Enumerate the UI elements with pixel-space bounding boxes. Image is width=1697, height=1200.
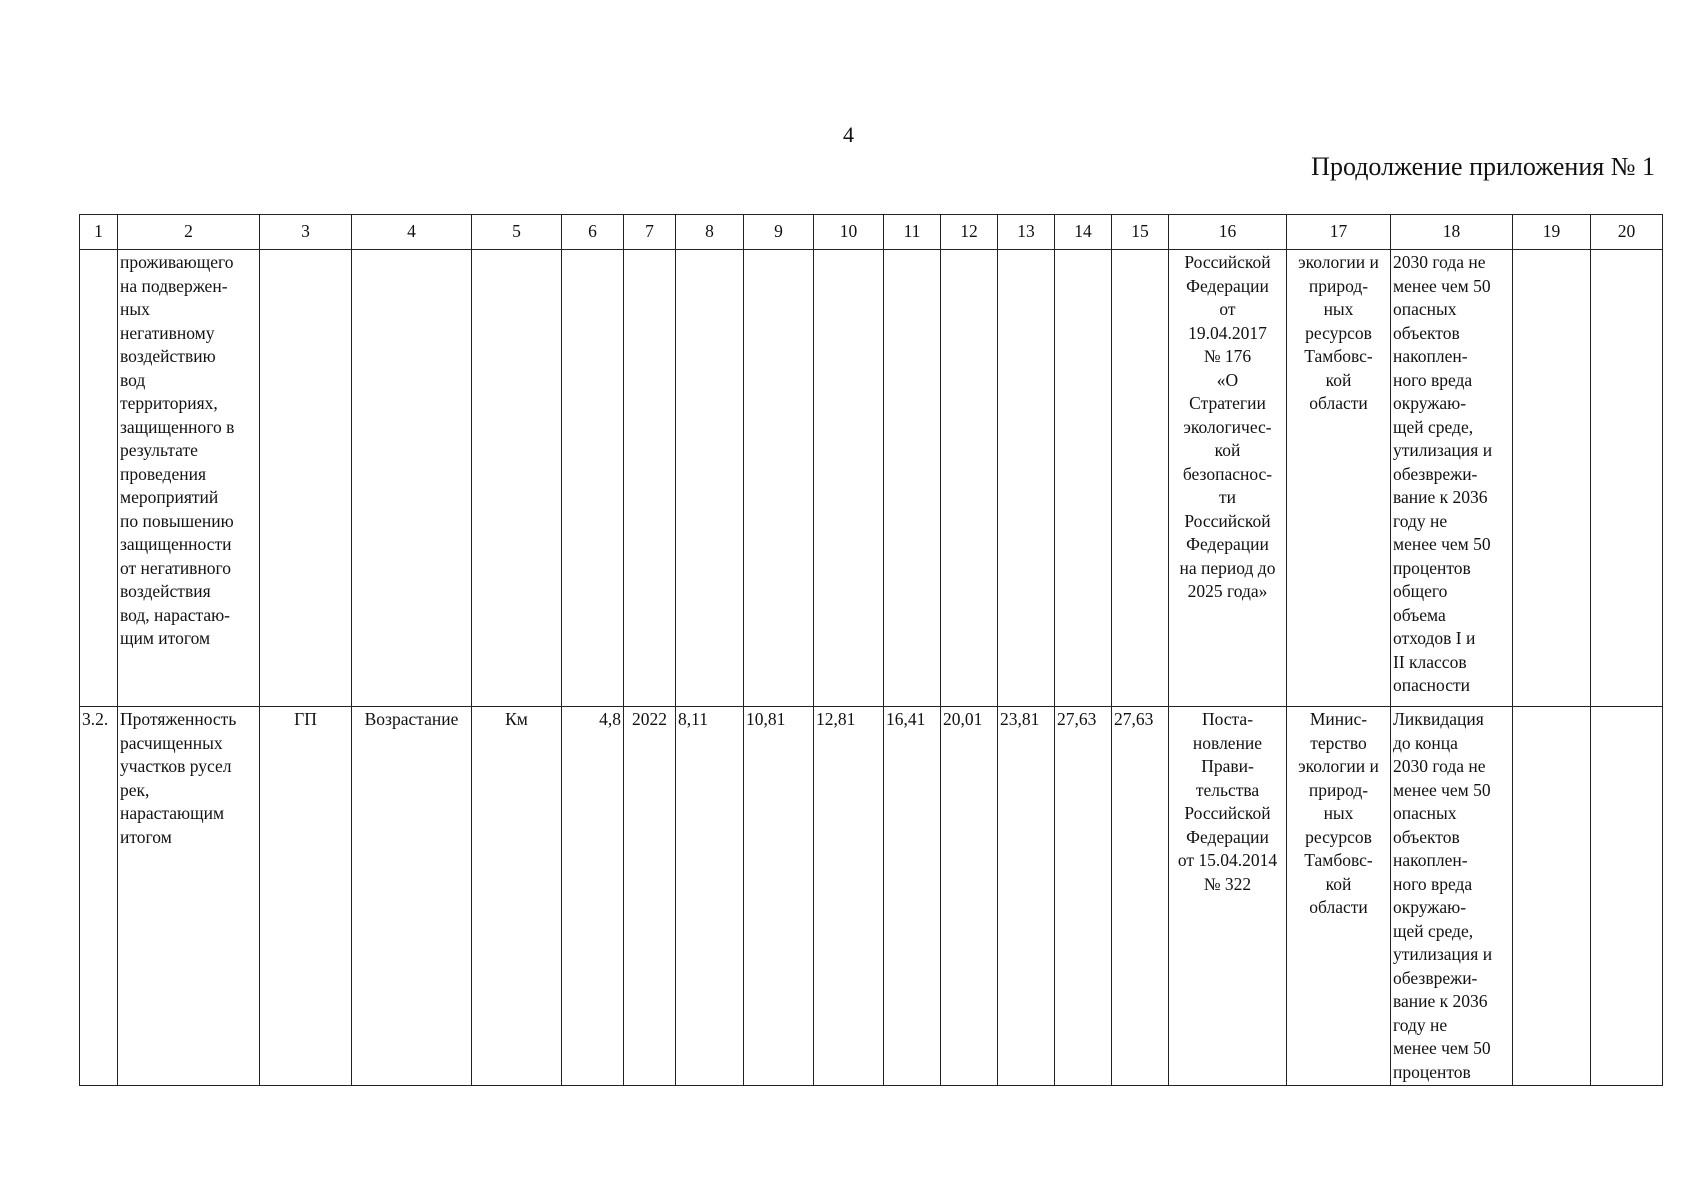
table-row [80,707,1663,1086]
cell [260,250,352,707]
cell-goal: Ликвидация до конца 2030 года не менее чем 50 опасных объектов накоплен- ного вреда окружаю- щей среде, утилизация и обезврежи- вание к 2036 году не менее чем 50 процентов [1391,707,1513,1086]
cell-indicator: проживающего на подвержен- ных негативному воздействию вод территориях, защищенного в результате проведения мероприятий по повышению защищенности от негативного воздействия вод, нарастаю- щим итогом [118,250,260,707]
column-header: 13 [998,215,1055,250]
cell [1591,707,1663,1086]
column-header: 19 [1513,215,1591,250]
column-header: 17 [1287,215,1391,250]
column-header: 16 [1169,215,1287,250]
cell [744,250,814,707]
cell-value: 23,81 [998,707,1055,1086]
column-header: 20 [1591,215,1663,250]
column-header: 10 [814,215,884,250]
cell-number [80,250,118,707]
cell-base-value: 4,8 [562,707,624,1086]
cell-value: 16,41 [884,707,941,1086]
cell-trend: Возрастание [352,707,472,1086]
cell-unit: Км [472,707,562,1086]
annex-title: Продолжение приложения № 1 [1311,152,1655,181]
page-number: 4 [843,122,854,147]
cell [352,250,472,707]
column-header: 8 [676,215,744,250]
cell-value: 12,81 [814,707,884,1086]
column-header: 2 [118,215,260,250]
cell [998,250,1055,707]
cell-value: 27,63 [1112,707,1169,1086]
cell [562,250,624,707]
cell [814,250,884,707]
cell-value: 10,81 [744,707,814,1086]
cell-base-year: 2022 [624,707,676,1086]
cell-value: 27,63 [1055,707,1112,1086]
column-header: 9 [744,215,814,250]
table-row [80,250,1663,707]
column-header: 3 [260,215,352,250]
column-header: 14 [1055,215,1112,250]
cell [472,250,562,707]
cell-document: Поста- новление Прави- тельства Российской Федерации от 15.04.2014 № 322 [1169,707,1287,1086]
cell-value: 8,11 [676,707,744,1086]
cell [941,250,998,707]
cell [1591,250,1663,707]
cell [624,250,676,707]
column-header: 12 [941,215,998,250]
cell-number: 3.2. [80,707,118,1086]
column-header: 11 [884,215,941,250]
cell-source: ГП [260,707,352,1086]
column-header: 18 [1391,215,1513,250]
cell-responsible: экологии и природ- ных ресурсов Тамбовс- кой области [1287,250,1391,707]
column-header: 5 [472,215,562,250]
cell-value: 20,01 [941,707,998,1086]
header-row [80,215,1663,250]
cell [1513,707,1591,1086]
column-header: 6 [562,215,624,250]
cell [1513,250,1591,707]
cell [676,250,744,707]
column-header: 1 [80,215,118,250]
column-header: 7 [624,215,676,250]
cell [1055,250,1112,707]
cell [1112,250,1169,707]
cell-document: Российской Федерации от 19.04.2017 № 176 «О Стратегии экологичес- кой безопаснос- ти Российской Федерации на период до 2025 года» [1169,250,1287,707]
cell-indicator: Протяженность расчищенных участков русел рек, нарастающим итогом [118,707,260,1086]
cell-goal: 2030 года не менее чем 50 опасных объектов накоплен- ного вреда окружаю- щей среде, утилизация и обезврежи- вание к 2036 году не менее чем 50 процентов общего объема отходов I и II классов опасности [1391,250,1513,707]
column-header: 4 [352,215,472,250]
cell [884,250,941,707]
column-header: 15 [1112,215,1169,250]
indicators-table [79,214,1663,1086]
cell-responsible: Минис- терство экологии и природ- ных ресурсов Тамбовс- кой области [1287,707,1391,1086]
